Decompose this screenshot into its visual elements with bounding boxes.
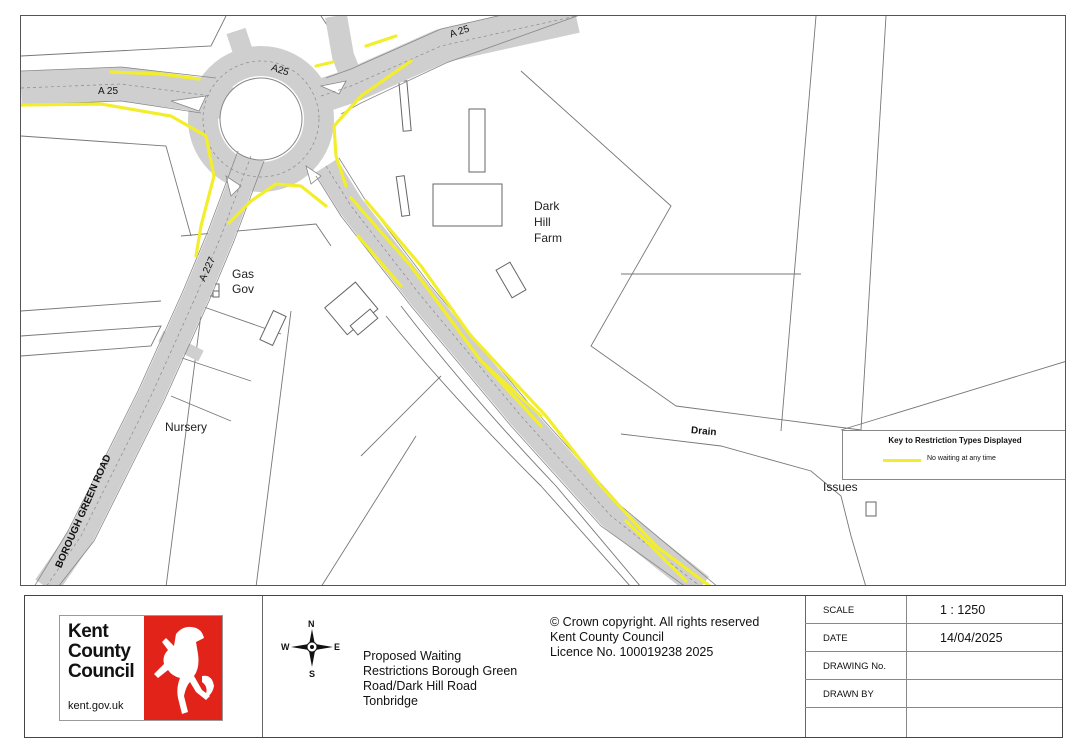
drawn-by-label: DRAWN BY xyxy=(823,689,874,700)
divider xyxy=(262,596,263,737)
label-dark: Dark xyxy=(534,199,560,213)
label-a25-west: A 25 xyxy=(98,86,119,97)
label-farm: Farm xyxy=(534,231,562,245)
date-value: 14/04/2025 xyxy=(940,631,1003,645)
label-gas: Gas xyxy=(232,267,255,281)
title-block xyxy=(24,595,1063,738)
label-a25-top: A 25 xyxy=(448,23,471,41)
kent-county-council-logo xyxy=(59,615,223,721)
label-hill: Hill xyxy=(534,215,551,229)
label-drain: Drain xyxy=(690,425,717,439)
logo-line-county: County xyxy=(68,641,131,662)
drawing-info-table xyxy=(805,596,1062,737)
drawing-title-line: Proposed Waiting xyxy=(363,649,462,663)
label-a227: A 227 xyxy=(197,255,219,284)
compass-e: E xyxy=(334,642,341,652)
a25-ne-spur xyxy=(336,16,351,76)
info-row-date xyxy=(805,624,1062,652)
compass-s: S xyxy=(309,669,316,678)
map-frame[interactable] xyxy=(20,15,1066,586)
drawing-title-line: Tonbridge xyxy=(363,694,418,708)
restriction-line xyxy=(316,62,333,66)
copyright-line: © Crown copyright. All rights reserved xyxy=(550,615,760,629)
label-nursery: Nursery xyxy=(165,420,208,434)
logo-wordmark xyxy=(68,622,146,682)
horse-icon xyxy=(144,616,223,721)
invicta-horse-emblem xyxy=(144,616,223,721)
key-label-no-waiting: No waiting at any time xyxy=(927,455,996,462)
a25-east-road xyxy=(321,16,576,96)
info-row-drawing-no xyxy=(805,652,1062,680)
label-issues: Issues xyxy=(823,480,858,494)
dark-hill-road xyxy=(326,166,701,586)
drawing-title-line: Restrictions Borough Green xyxy=(363,664,518,678)
label-a25-ring: A25 xyxy=(269,62,291,79)
compass-n: N xyxy=(308,619,315,629)
restriction-line xyxy=(366,201,711,586)
label-gov: Gov xyxy=(232,282,255,296)
info-row-empty xyxy=(805,708,1062,737)
drawing-title-line: Road/Dark Hill Road xyxy=(363,679,477,693)
scale-value: 1 : 1250 xyxy=(940,603,986,617)
scale-label: SCALE xyxy=(823,605,855,616)
restriction-line xyxy=(366,36,396,46)
copyright-line: Kent County Council xyxy=(550,630,664,644)
copyright-line: Licence No. 100019238 2025 xyxy=(550,645,714,659)
north-compass-icon xyxy=(281,618,343,678)
logo-url: kent.gov.uk xyxy=(68,700,124,712)
date-label: DATE xyxy=(823,633,848,644)
label-borough-green-road: BOROUGH GREEN ROAD xyxy=(53,453,114,570)
map-canvas[interactable] xyxy=(21,16,1066,586)
logo-line-council: Council xyxy=(68,661,135,682)
drawing-no-label: DRAWING No. xyxy=(823,661,886,672)
key-swatch-no-waiting xyxy=(883,459,921,462)
copyright-notice xyxy=(550,615,790,660)
key-title: Key to Restriction Types Displayed xyxy=(888,436,1022,445)
logo-line-kent: Kent xyxy=(68,621,109,642)
info-row-scale xyxy=(805,596,1062,624)
compass-w: W xyxy=(281,642,290,652)
restriction-key xyxy=(842,430,1066,480)
info-row-drawn-by xyxy=(805,680,1062,708)
restriction-line xyxy=(21,104,214,256)
drawing-title xyxy=(363,649,538,709)
